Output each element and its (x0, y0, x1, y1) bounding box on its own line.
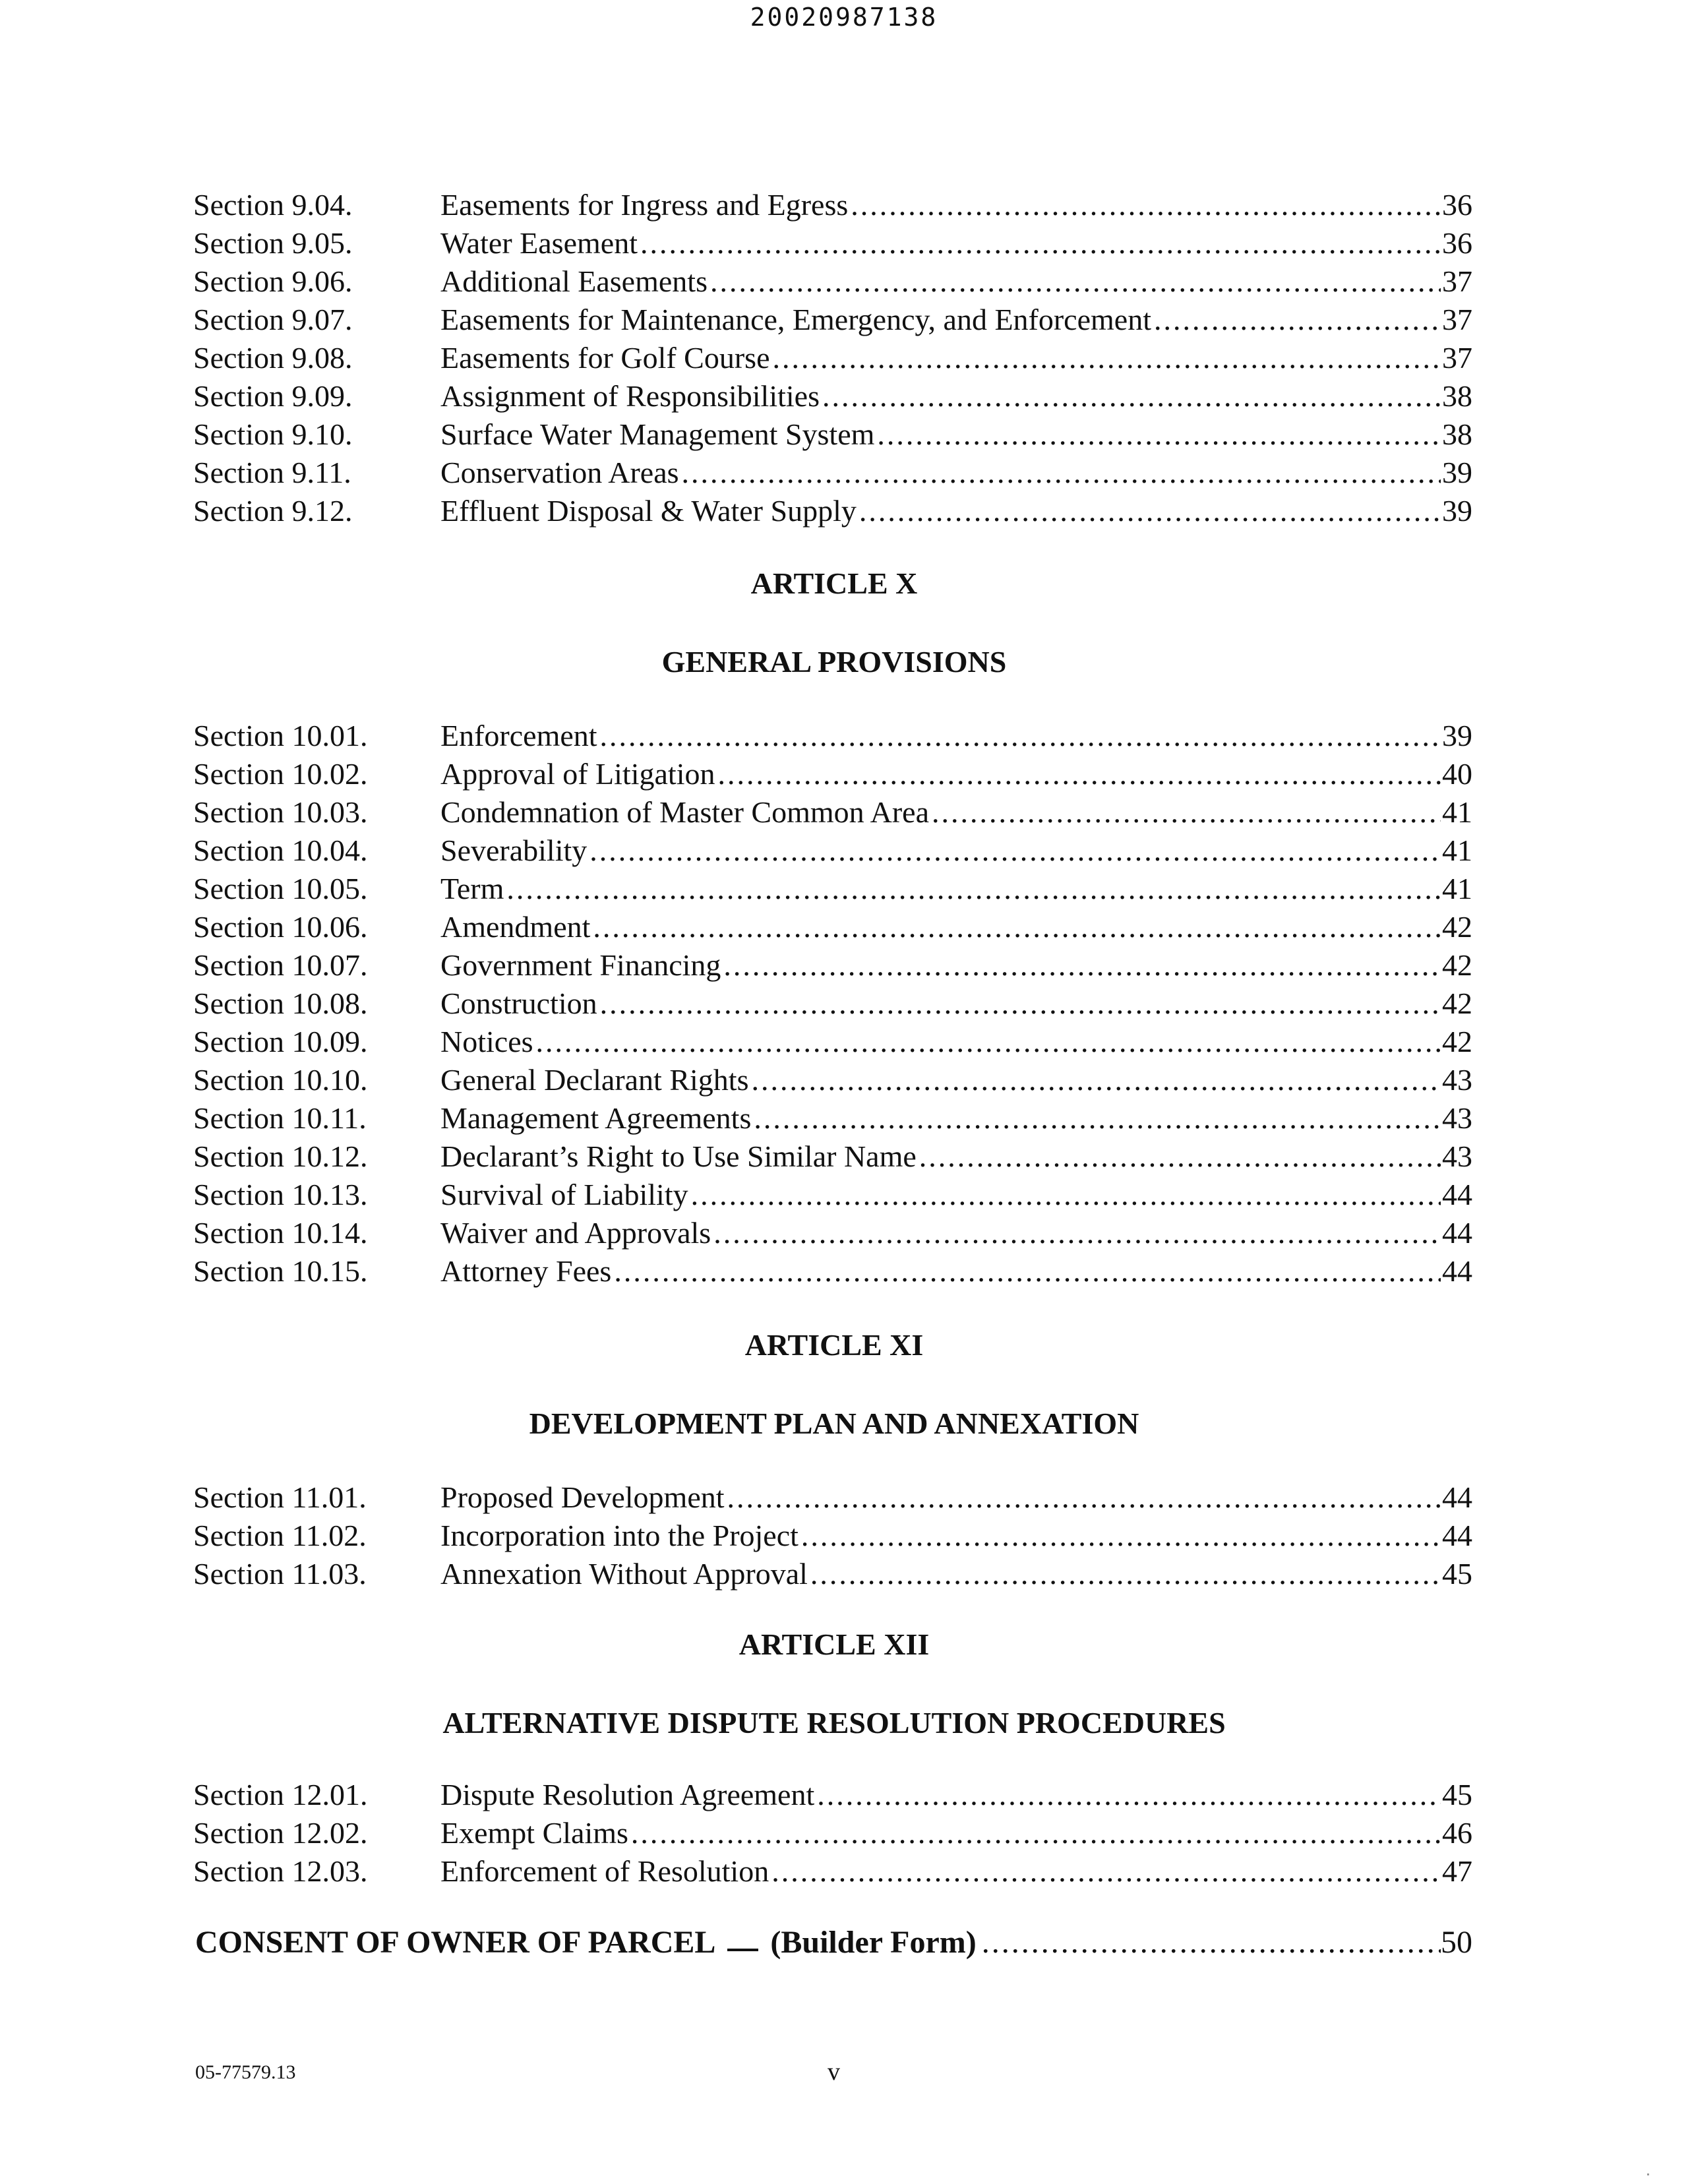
toc-entry[interactable] (193, 1138, 1472, 1176)
page-number: 42 (1442, 910, 1472, 944)
dot-leader (859, 492, 1441, 530)
dot-leader (851, 186, 1441, 224)
section-title: Condemnation of Master Common Area (440, 793, 932, 832)
section-title: Additional Easements (440, 262, 710, 301)
toc-entry[interactable] (193, 717, 1472, 755)
section-number: Section 10.03. (193, 795, 368, 829)
entry-line (440, 870, 1472, 908)
toc-entry[interactable] (193, 1776, 1472, 1814)
dot-leader (593, 908, 1441, 946)
toc-entry[interactable] (193, 1814, 1472, 1852)
footer-document-id: 05-77579.13 (195, 2061, 296, 2083)
section-title: Assignment of Responsibilities (440, 377, 822, 415)
entry-line (440, 1814, 1472, 1852)
section-title: Annexation Without Approval (440, 1555, 810, 1593)
section-title: Conservation Areas (440, 454, 682, 492)
entry-line (440, 454, 1472, 492)
page-number: 45 (1442, 1778, 1472, 1811)
parcel-blank-line (727, 1922, 758, 1951)
entry-line (440, 262, 1472, 301)
section-title: Easements for Maintenance, Emergency, and Enforcement (440, 301, 1154, 339)
section-number: Section 10.07. (193, 948, 368, 982)
toc-entry[interactable] (193, 1478, 1472, 1517)
toc-entry[interactable] (193, 1061, 1472, 1099)
dot-leader (817, 1776, 1441, 1814)
toc-entry[interactable] (193, 301, 1472, 339)
toc-entry[interactable] (193, 985, 1472, 1023)
entry-line (440, 1214, 1472, 1252)
section-number: Section 11.03. (193, 1557, 367, 1591)
entry-line (440, 908, 1472, 946)
dot-leader (801, 1517, 1441, 1555)
page-number: 43 (1442, 1101, 1472, 1135)
dot-leader (640, 224, 1441, 262)
entry-line (440, 1023, 1472, 1061)
entry-line (440, 985, 1472, 1023)
section-title: Dispute Resolution Agreement (440, 1776, 817, 1814)
toc-entry[interactable] (193, 755, 1472, 793)
section-number: Section 10.13. (193, 1178, 368, 1211)
entry-line (440, 1555, 1472, 1593)
consent-title: CONSENT OF OWNER OF PARCEL (195, 1925, 716, 1960)
dot-leader (877, 415, 1441, 454)
entry-line (440, 492, 1472, 530)
dot-leader (723, 946, 1441, 985)
entry-line (440, 1776, 1472, 1814)
section-title: Enforcement (440, 717, 600, 755)
consent-page-number: 50 (1441, 1925, 1472, 1960)
section-number: Section 10.11. (193, 1101, 367, 1135)
toc-group-article-x (193, 717, 1472, 1290)
section-number: Section 10.04. (193, 834, 368, 867)
entry-line (440, 415, 1472, 454)
section-title: Attorney Fees (440, 1252, 614, 1290)
article-xii-label: ARTICLE XII (738, 1627, 930, 1661)
entry-line (440, 301, 1472, 339)
dot-leader (506, 870, 1441, 908)
dot-leader (691, 1176, 1441, 1214)
section-number: Section 10.10. (193, 1063, 368, 1097)
dot-leader (589, 832, 1441, 870)
page-number: 41 (1442, 872, 1472, 905)
dot-leader (727, 1478, 1441, 1517)
toc-entry[interactable] (193, 793, 1472, 832)
dot-leader (919, 1138, 1441, 1176)
section-number: Section 12.02. (193, 1816, 368, 1850)
section-title: Surface Water Management System (440, 415, 877, 454)
article-x-label: ARTICLE X (750, 566, 918, 600)
section-title: Government Financing (440, 946, 723, 985)
dot-leader (771, 1852, 1441, 1891)
toc-entry[interactable] (193, 832, 1472, 870)
section-title: Management Agreements (440, 1099, 754, 1138)
consent-suffix: (Builder Form) (770, 1925, 977, 1960)
toc-entry[interactable] (193, 262, 1472, 301)
section-title: Easements for Ingress and Egress (440, 186, 851, 224)
section-number: Section 12.01. (193, 1778, 368, 1811)
toc-entry[interactable] (193, 1852, 1472, 1891)
section-title: Waiver and Approvals (440, 1214, 713, 1252)
article-xi-label: ARTICLE XI (744, 1328, 924, 1362)
page-number: 36 (1442, 188, 1472, 222)
toc-entry[interactable] (193, 1023, 1472, 1061)
section-title: Proposed Development (440, 1478, 727, 1517)
section-number: Section 9.12. (193, 494, 353, 528)
toc-entry[interactable] (193, 946, 1472, 985)
page-number: 41 (1442, 834, 1472, 867)
page-number: 42 (1442, 1025, 1472, 1058)
entry-line (440, 717, 1472, 755)
section-title: Exempt Claims (440, 1814, 631, 1852)
section-title: Term (440, 870, 506, 908)
dot-leader (631, 1814, 1441, 1852)
page-number: 39 (1442, 719, 1472, 752)
entry-line (440, 1852, 1472, 1891)
dot-leader (536, 1023, 1441, 1061)
section-number: Section 10.12. (193, 1139, 368, 1173)
page-number: 36 (1442, 226, 1472, 260)
dot-leader (717, 755, 1441, 793)
entry-line (440, 1517, 1472, 1555)
dot-leader (773, 339, 1441, 377)
toc-entry[interactable] (193, 454, 1472, 492)
dot-leader (713, 1214, 1441, 1252)
article-xi-heading: DEVELOPMENT PLAN AND ANNEXATION (529, 1407, 1139, 1440)
toc-entry[interactable] (193, 1099, 1472, 1138)
toc-entry[interactable] (193, 339, 1472, 377)
toc-entry[interactable] (193, 1252, 1472, 1290)
section-number: Section 11.01. (193, 1480, 367, 1514)
entry-line (440, 339, 1472, 377)
article-xii-heading: ALTERNATIVE DISPUTE RESOLUTION PROCEDURES (442, 1706, 1226, 1740)
dot-leader (614, 1252, 1441, 1290)
section-title: Severability (440, 832, 589, 870)
page-number: 38 (1442, 379, 1472, 413)
scan-speck (1647, 2173, 1649, 2175)
toc-entry[interactable] (193, 186, 1472, 224)
section-title: Effluent Disposal & Water Supply (440, 492, 859, 530)
toc-entry[interactable] (193, 1176, 1472, 1214)
section-number: Section 11.02. (193, 1519, 367, 1552)
entry-line (440, 224, 1472, 262)
section-title: Incorporation into the Project (440, 1517, 801, 1555)
section-number: Section 10.09. (193, 1025, 368, 1058)
section-title: Declarant’s Right to Use Similar Name (440, 1138, 919, 1176)
page-number: 44 (1442, 1216, 1472, 1250)
section-number: Section 12.03. (193, 1854, 368, 1888)
page-number: 41 (1442, 795, 1472, 829)
entry-line (440, 1176, 1472, 1214)
page-number: 45 (1442, 1557, 1472, 1591)
dot-leader (600, 717, 1441, 755)
entry-line (440, 755, 1472, 793)
page-number: 42 (1442, 948, 1472, 982)
page-number: 38 (1442, 417, 1472, 451)
toc-group-article-ix (193, 186, 1472, 530)
entry-line (440, 186, 1472, 224)
entry-line (440, 1252, 1472, 1290)
section-number: Section 9.10. (193, 417, 353, 451)
dot-leader (754, 1099, 1441, 1138)
page-number: 44 (1442, 1178, 1472, 1211)
section-number: Section 9.11. (193, 456, 351, 489)
section-number: Section 10.08. (193, 986, 368, 1020)
section-number: Section 9.09. (193, 379, 353, 413)
section-number: Section 10.01. (193, 719, 368, 752)
entry-line (440, 946, 1472, 985)
toc-group-article-xii (193, 1776, 1472, 1891)
section-number: Section 10.14. (193, 1216, 368, 1250)
entry-line (440, 793, 1472, 832)
section-number: Section 10.06. (193, 910, 368, 944)
entry-line (440, 1061, 1472, 1099)
page-number: 44 (1442, 1480, 1472, 1514)
page-number: 43 (1442, 1063, 1472, 1097)
dot-leader (751, 1061, 1441, 1099)
section-title: Enforcement of Resolution (440, 1852, 771, 1891)
toc-entry[interactable] (193, 377, 1472, 415)
section-title: Amendment (440, 908, 593, 946)
entry-line (440, 1099, 1472, 1138)
section-number: Section 10.05. (193, 872, 368, 905)
toc-entry[interactable] (193, 870, 1472, 908)
section-number: Section 10.02. (193, 757, 368, 791)
dot-leader (822, 377, 1441, 415)
dot-leader (982, 1922, 1441, 1963)
section-title: General Declarant Rights (440, 1061, 751, 1099)
page-number: 43 (1442, 1139, 1472, 1173)
entry-line (440, 1138, 1472, 1176)
page-number: 42 (1442, 986, 1472, 1020)
section-number: Section 9.07. (193, 303, 353, 336)
page-number: 46 (1442, 1816, 1472, 1850)
entry-line (440, 832, 1472, 870)
toc-entry[interactable] (193, 1517, 1472, 1555)
dot-leader (1154, 301, 1441, 339)
page-number: 44 (1442, 1254, 1472, 1288)
dot-leader (682, 454, 1441, 492)
toc-entry[interactable] (193, 1214, 1472, 1252)
toc-group-article-xi (193, 1478, 1472, 1593)
dot-leader (932, 793, 1441, 832)
page-number: 39 (1442, 494, 1472, 528)
section-number: Section 9.04. (193, 188, 353, 222)
section-title: Notices (440, 1023, 536, 1061)
dot-leader (810, 1555, 1441, 1593)
page-number: 47 (1442, 1854, 1472, 1888)
page-number: 39 (1442, 456, 1472, 489)
entry-line (440, 377, 1472, 415)
section-title: Easements for Golf Course (440, 339, 773, 377)
section-title: Construction (440, 985, 600, 1023)
page-number: 37 (1442, 303, 1472, 336)
section-number: Section 9.05. (193, 226, 353, 260)
section-number: Section 9.08. (193, 341, 353, 375)
section-title: Survival of Liability (440, 1176, 691, 1214)
toc-entry[interactable] (193, 908, 1472, 946)
toc-entry-consent[interactable] (195, 1922, 1472, 1963)
section-title: Water Easement (440, 224, 640, 262)
document-number: 20020987138 (750, 3, 938, 32)
section-title: Approval of Litigation (440, 755, 717, 793)
toc-entry[interactable] (193, 224, 1472, 262)
page-number: 37 (1442, 264, 1472, 298)
dot-leader (710, 262, 1441, 301)
toc-entry[interactable] (193, 1555, 1472, 1593)
section-number: Section 10.15. (193, 1254, 368, 1288)
toc-entry[interactable] (193, 492, 1472, 530)
section-number: Section 9.06. (193, 264, 353, 298)
page-number: 44 (1442, 1519, 1472, 1552)
entry-line (440, 1478, 1472, 1517)
article-x-heading: GENERAL PROVISIONS (661, 645, 1007, 679)
dot-leader (600, 985, 1441, 1023)
toc-entry[interactable] (193, 415, 1472, 454)
page-number: 37 (1442, 341, 1472, 375)
footer-page-label: v (828, 2058, 840, 2086)
page-number: 40 (1442, 757, 1472, 791)
